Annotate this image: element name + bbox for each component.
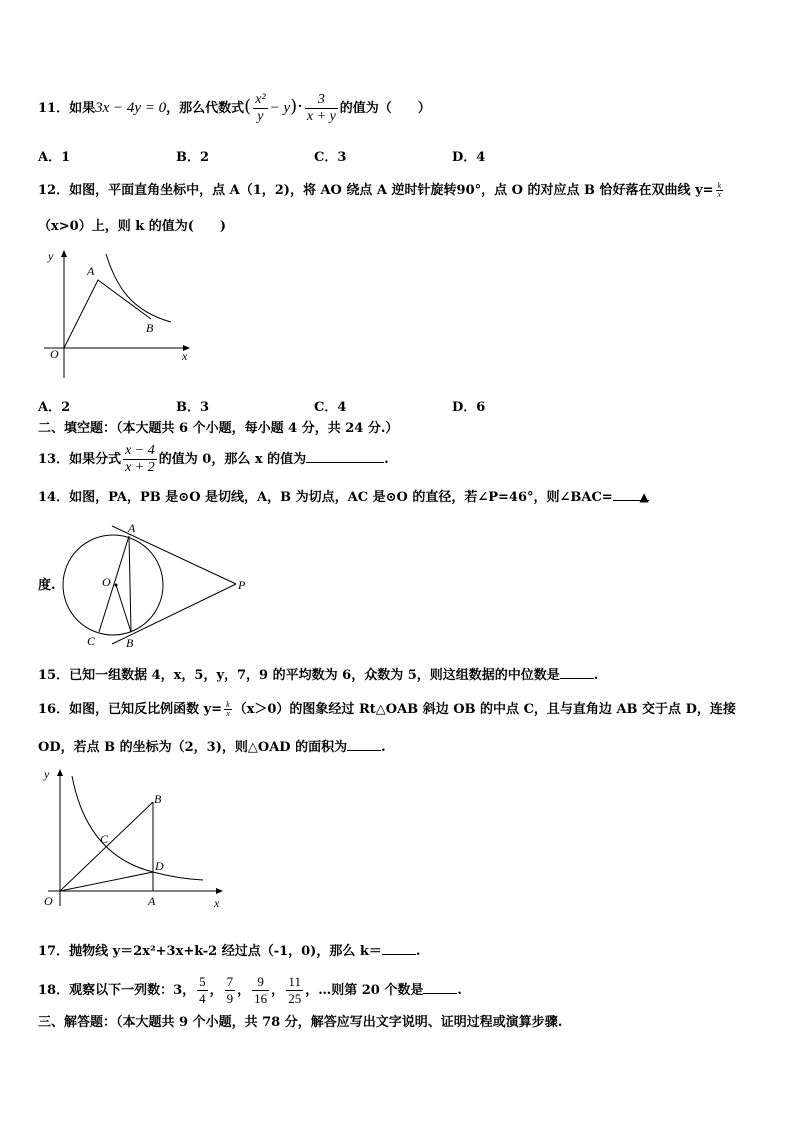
q18-answer-blank[interactable] bbox=[423, 981, 457, 994]
q12-label-y: y bbox=[48, 249, 54, 263]
q12-figure bbox=[36, 246, 196, 384]
q14-label-P: P bbox=[238, 578, 246, 592]
q16-label-D: D bbox=[155, 859, 164, 873]
q13-fraction: $\frac{x - 4}{x + 2}$ bbox=[125, 443, 155, 475]
q14-answer-blank[interactable] bbox=[613, 488, 649, 504]
q11-minus-y: − y bbox=[269, 100, 291, 116]
q18-fraction-3: $\frac{9}{16}$ bbox=[254, 974, 268, 1006]
q11-tail: 的值为（ ） bbox=[339, 101, 431, 116]
q12-label-A: A bbox=[87, 264, 95, 278]
q12-segments-OAB bbox=[64, 280, 151, 348]
q11-fraction-1: $\frac{\text{x²}}{y}$ bbox=[255, 92, 266, 124]
q11-condition: 3x − 4y = 0 bbox=[95, 100, 167, 116]
q12-option-b: B．3 bbox=[176, 400, 210, 415]
q12-line-1 bbox=[38, 182, 725, 200]
q15-answer-blank[interactable] bbox=[560, 666, 594, 679]
q14-circle bbox=[63, 535, 163, 635]
q11-line: 11．如果3x − 4y = 0，那么代数式( $\frac{\text{x²}}{y}$ − y)· $\frac{3}{x + y}$ 的值为（ ） bbox=[38, 92, 431, 124]
q14-radius-OB bbox=[116, 585, 131, 632]
q18-end: . bbox=[457, 983, 462, 998]
q11-option-c: C．3 bbox=[314, 150, 347, 165]
q14-continuation: 度. bbox=[38, 578, 56, 593]
q16-hyperbola bbox=[72, 776, 203, 880]
q16-label-B: B bbox=[154, 792, 162, 806]
q18-line: 18．观察以下一列数：3， $\frac{5}{4}$ ， $\frac{7}{9}$ ， $\frac{9}{16}$ ， $\frac{11}{25}$ ，…则第 20 个数是 . bbox=[38, 974, 462, 1006]
q13-answer-blank[interactable] bbox=[306, 450, 384, 463]
q11-option-d: D．4 bbox=[452, 150, 486, 165]
q12-option-d: D．6 bbox=[452, 400, 486, 415]
q17-answer-blank[interactable] bbox=[382, 942, 416, 955]
q16-label-y: y bbox=[44, 767, 50, 781]
q16-k-over-x: $\frac{k}{x}$ bbox=[226, 700, 230, 718]
q16-label-A: A bbox=[148, 894, 156, 908]
q16-x-arrow bbox=[216, 888, 223, 894]
q17-end: . bbox=[415, 944, 421, 959]
q14-label-O: O bbox=[102, 575, 111, 589]
q16-figure bbox=[38, 764, 228, 914]
q17-line bbox=[38, 942, 420, 961]
q18-fraction-1: $\frac{5}{4}$ bbox=[199, 974, 206, 1006]
q14-triangle-mark: ▲ bbox=[639, 490, 649, 504]
q11-option-b: B．2 bbox=[176, 150, 210, 165]
q16-label-O: O bbox=[44, 894, 53, 908]
q16-label-x: x bbox=[214, 896, 220, 910]
q11-option-a: A．1 bbox=[38, 150, 71, 165]
q12-label-B: B bbox=[146, 321, 154, 335]
q14-line bbox=[38, 488, 649, 507]
q11-fraction-2: $\frac{3}{x + y}$ bbox=[306, 92, 336, 124]
q12-hyperbola bbox=[106, 254, 171, 322]
q14-label-B: B bbox=[126, 636, 134, 650]
q15-end: . bbox=[593, 668, 599, 683]
q12-option-c: C．4 bbox=[314, 400, 347, 415]
q11-number: 11．如果 bbox=[38, 101, 96, 116]
q18-fraction-2: $\frac{7}{9}$ bbox=[226, 974, 234, 1006]
q18-post: ，…则第 20 个数是 bbox=[305, 983, 424, 998]
q18-fraction-4: $\frac{11}{25}$ bbox=[288, 974, 302, 1006]
q18-pre: 18．观察以下一列数：3， bbox=[38, 983, 196, 998]
q13-post: 的值为 0，那么 x 的值为 bbox=[158, 452, 307, 467]
q12-k-over-x: $\frac{k}{x}$ bbox=[717, 181, 722, 199]
q17-text: 17．抛物线 y＝2x²+3x+k-2 经过点（-1，0)，那么 k＝ bbox=[38, 944, 382, 959]
q16-line-2 bbox=[38, 738, 386, 757]
q16-y-arrow bbox=[57, 769, 63, 776]
q15-text: 15．已知一组数据 4，x，5，y，7，9 的平均数为 6，众数为 5，则这组数据的中位数是 bbox=[38, 668, 560, 683]
q14-label-C: C bbox=[87, 634, 96, 648]
q12-y-arrow bbox=[61, 250, 67, 257]
section-2-heading: 二、填空题：（本大题共 6 个小题，每小题 4 分，共 24 分.） bbox=[38, 421, 399, 436]
q16-text-post: （x＞0）的图象经过 Rt△OAB 斜边 OB 的中点 C，且与直角边 AB 交于点 D，连接 bbox=[233, 702, 736, 717]
section-3-heading: 三、解答题：（本大题共 9 个小题，共 78 分，解答应写出文字说明、证明过程或演算步骤. bbox=[38, 1015, 563, 1030]
q12-line-2: （x>0）上，则 k 的值为( ) bbox=[38, 219, 227, 234]
q12-option-a: A．2 bbox=[38, 400, 71, 415]
q16-answer-blank[interactable] bbox=[347, 738, 381, 751]
q13-end: . bbox=[384, 452, 389, 467]
q12-label-x: x bbox=[182, 349, 188, 363]
q13-pre: 13．如果分式 bbox=[38, 452, 122, 467]
q16-line-1 bbox=[38, 701, 736, 719]
q16-end: . bbox=[381, 740, 386, 755]
q14-text: 14．如图，PA，PB 是⊙O 是切线，A，B 为切点，AC 是⊙O 的直径，若∠P=46°，则∠BAC= bbox=[38, 490, 613, 505]
q14-center-dot bbox=[115, 584, 118, 587]
q11-mid: ，那么代数式 bbox=[166, 101, 245, 116]
q16-segment-OD bbox=[60, 872, 153, 891]
q14-figure bbox=[60, 520, 260, 652]
q12-label-O: O bbox=[50, 347, 59, 361]
q16-text-2: OD，若点 B 的坐标为（2，3)，则△OAD 的面积为 bbox=[38, 740, 348, 755]
q14-label-A: A bbox=[128, 521, 136, 535]
q13-line bbox=[38, 443, 389, 476]
q15-line bbox=[38, 666, 598, 685]
q16-label-C: C bbox=[100, 832, 109, 846]
q16-text-pre: 16．如图，已知反比例函数 y= bbox=[38, 702, 223, 717]
q14-chord-AB bbox=[129, 536, 131, 632]
q12-text-1: 12．如图，平面直角坐标中，点 A（1，2)，将 AO 绕点 A 逆时针旋转90°，点 O 的对应点 B 恰好落在双曲线 y= bbox=[38, 183, 714, 198]
